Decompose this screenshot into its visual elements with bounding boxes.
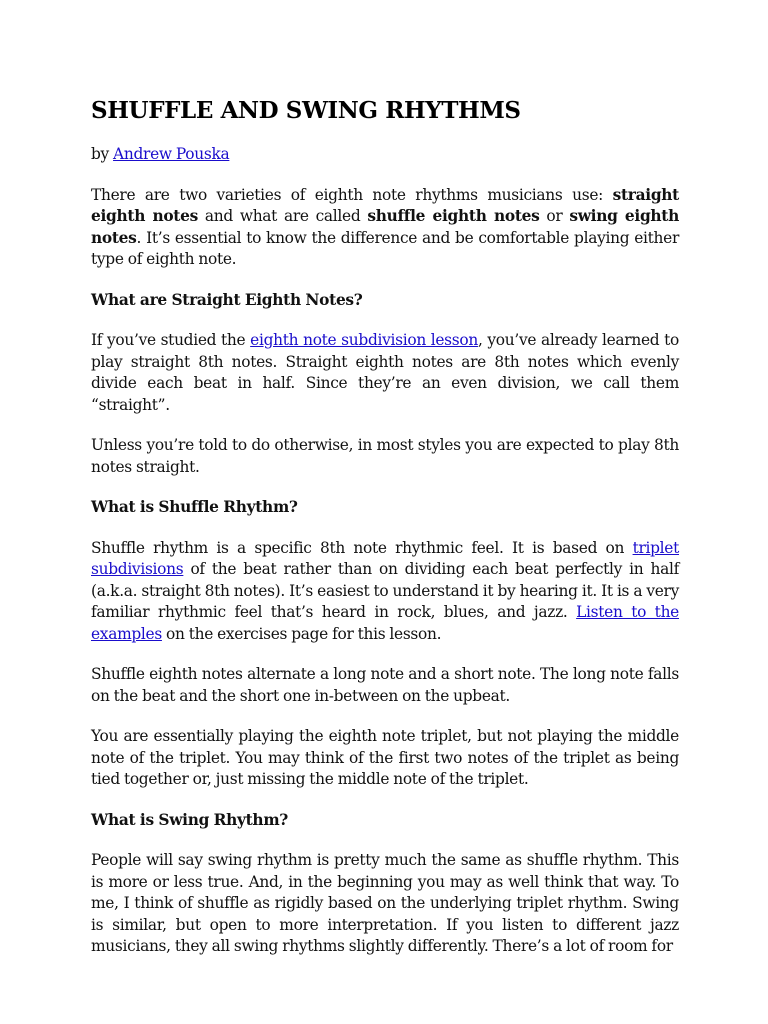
document-page [91, 96, 679, 958]
heading-shuffle: What is Shuffle Rhythm? [91, 498, 298, 516]
triplet-subdivisions-link[interactable]: triplet subdivisions [91, 538, 679, 578]
paragraph-intro [91, 185, 679, 271]
intro-text-2: and what are called [197, 207, 368, 225]
heading-swing: What is Swing Rhythm? [91, 810, 289, 829]
shuffle-text-1: Shuffle rhythm is a specific 8th note rhythmic feel. It is based on [91, 538, 633, 557]
subdivision-lesson-link[interactable]: eighth note subdivision lesson [250, 331, 478, 349]
heading-straight-eighth: What are Straight Eighth Notes? [91, 290, 363, 309]
paragraph-shuffle-2: Shuffle eighth notes alternate a long note and a short note. The long note falls on the beat and the short one in-between on the upbeat. [91, 665, 679, 705]
intro-text-3: or [539, 207, 570, 225]
listen-examples-link[interactable]: Listen to the examples [91, 603, 679, 643]
byline [91, 144, 679, 166]
intro-text-1: There are two varieties of eighth note rhythms musicians use: [91, 185, 613, 204]
term-shuffle-eighth: shuffle eighth notes [367, 207, 540, 225]
paragraph-unless: Unless you’re told to do otherwise, in most styles you are expected to play 8th notes straight. [91, 436, 679, 476]
byline-prefix: by [91, 145, 114, 163]
straight-text-2: , you’ve already learned to play straight 8th notes. Straight eighth notes are 8th notes which evenly divide each beat in half. Since they’re an even division, we call them “straight”. [91, 331, 679, 414]
paragraph-straight [91, 330, 679, 416]
term-swing-eighth: swing eighth notes [91, 207, 679, 247]
term-straight-eighth: straight eighth notes [91, 185, 679, 225]
paragraph-swing: People will say swing rhythm is pretty much the same as shuffle rhythm. This is more or less true. And, in the beginning you may as well think that way. To me, I think of shuffle as rigidly based on the underlying triplet rhythm. Swing is similar, but open to more interpretation. If you listen to different jazz musicians, they all swing rhythms slightly differently. There’s a lot of room for [91, 851, 679, 955]
shuffle-text-3: on the exercises page for this lesson. [161, 624, 442, 643]
shuffle-text-2: of the beat rather than on dividing each beat perfectly in half (a.k.a. straight 8th notes). It’s easiest to understand it by hearing it. It is a very familiar rhythmic feel that’s heard in rock, blues, and jazz. [91, 560, 679, 621]
intro-text-4: . It’s essential to know the difference and be comfortable playing either type of eighth note. [91, 228, 679, 268]
author-link[interactable]: Andrew Pouska [113, 145, 230, 163]
paragraph-shuffle-3: You are essentially playing the eighth note triplet, but not playing the middle note of the triplet. You may think of the first two notes of the triplet as being tied together or, just missing the middle note of the triplet. [91, 727, 679, 788]
straight-text-1: If you’ve studied the [91, 331, 251, 349]
paragraph-shuffle-1 [91, 538, 679, 646]
page-title: SHUFFLE AND SWING RHYTHMS [91, 97, 521, 124]
